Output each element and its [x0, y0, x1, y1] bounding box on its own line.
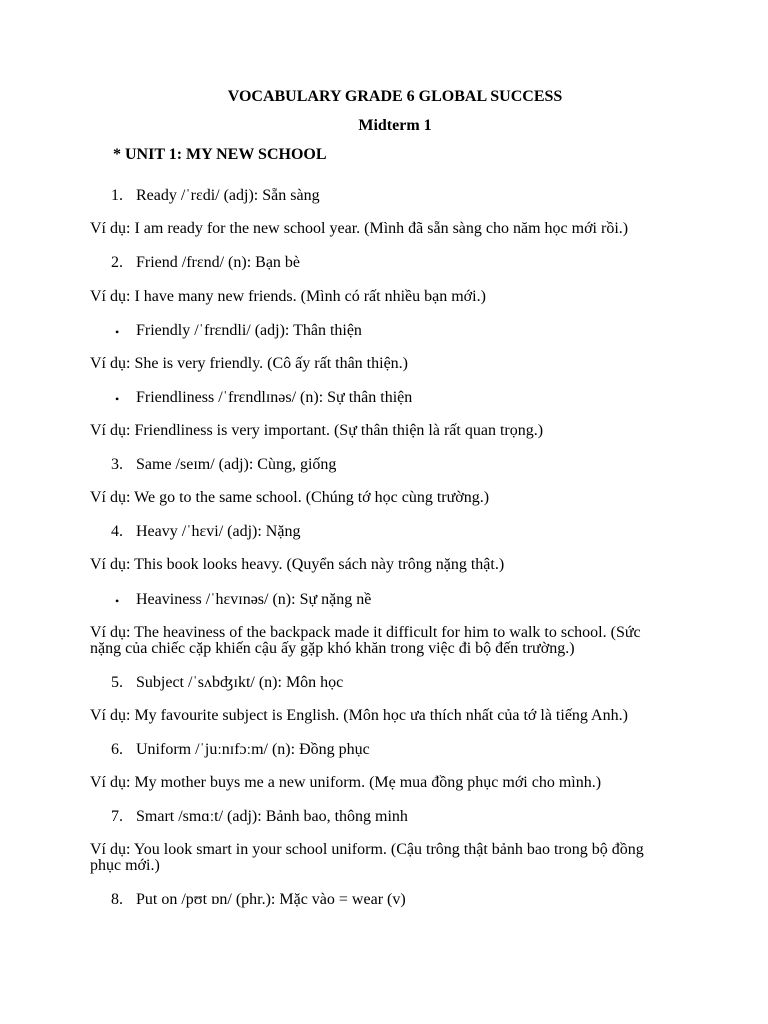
- example-sentence: Ví dụ: We go to the same school. (Chúng tớ học cùng trường.): [90, 489, 490, 506]
- example-sentence: Ví dụ: I have many new friends. (Mình có rất nhiều bạn mới.): [90, 288, 486, 305]
- list-number: 7.: [111, 808, 123, 825]
- page-title: VOCABULARY GRADE 6 GLOBAL SUCCESS: [227, 88, 563, 105]
- bullet-icon: •: [115, 392, 120, 406]
- list-number: 6.: [111, 741, 123, 758]
- bullet-icon: •: [115, 594, 120, 608]
- vocab-term: Same /seɪm/ (adj): Cùng, giống: [136, 456, 337, 473]
- vocab-term: Uniform /ˈjuːnɪfɔːm/ (n): Đồng phục: [136, 741, 370, 758]
- vocab-term: Subject /ˈsʌbʤɪkt/ (n): Môn học: [136, 674, 344, 691]
- vocab-term: Ready /ˈrɛdi/ (adj): Sẵn sàng: [136, 187, 320, 204]
- example-sentence: Ví dụ: The heaviness of the backpack made it difficult for him to walk to school. (Sức nặng của chiếc cặp khiến cậu ấy gặp khó khăn trong việc đi bộ đến trường.): [90, 624, 641, 657]
- list-number: 5.: [111, 674, 123, 691]
- unit-heading: * UNIT 1: MY NEW SCHOOL: [113, 146, 327, 163]
- example-sentence: Ví dụ: She is very friendly. (Cô ấy rất thân thiện.): [90, 355, 408, 372]
- vocab-term: Put on /pʊt ɒn/ (phr.): Mặc vào = wear (v): [136, 891, 406, 908]
- example-sentence: Ví dụ: My mother buys me a new uniform. (Mẹ mua đồng phục mới cho mình.): [90, 774, 602, 791]
- list-number: 3.: [111, 456, 123, 473]
- vocab-term: Friendliness /ˈfrɛndlɪnəs/ (n): Sự thân thiện: [136, 389, 413, 406]
- example-sentence: Ví dụ: You look smart in your school uniform. (Cậu trông thật bảnh bao trong bộ đồng phục mới.): [90, 841, 644, 874]
- page-subtitle: Midterm 1: [358, 117, 432, 134]
- list-number: 8.: [111, 891, 123, 908]
- list-number: 2.: [111, 254, 123, 271]
- example-sentence: Ví dụ: My favourite subject is English. (Môn học ưa thích nhất của tớ là tiếng Anh.): [90, 707, 628, 724]
- vocab-term: Smart /smɑːt/ (adj): Bảnh bao, thông minh: [136, 808, 408, 825]
- bullet-icon: •: [115, 325, 120, 339]
- vocab-term: Friend /frɛnd/ (n): Bạn bè: [136, 254, 301, 271]
- vocab-term: Heavy /ˈhɛvi/ (adj): Nặng: [136, 523, 301, 540]
- vocab-term: Friendly /ˈfrɛndli/ (adj): Thân thiện: [136, 322, 362, 339]
- list-number: 1.: [111, 187, 123, 204]
- list-number: 4.: [111, 523, 123, 540]
- example-sentence: Ví dụ: This book looks heavy. (Quyển sách này trông nặng thật.): [90, 556, 505, 573]
- example-sentence: Ví dụ: I am ready for the new school year. (Mình đã sẵn sàng cho năm học mới rồi.): [90, 220, 629, 237]
- example-sentence: Ví dụ: Friendliness is very important. (Sự thân thiện là rất quan trọng.): [90, 422, 544, 439]
- vocab-term: Heaviness /ˈhɛvɪnəs/ (n): Sự nặng nề: [136, 591, 372, 608]
